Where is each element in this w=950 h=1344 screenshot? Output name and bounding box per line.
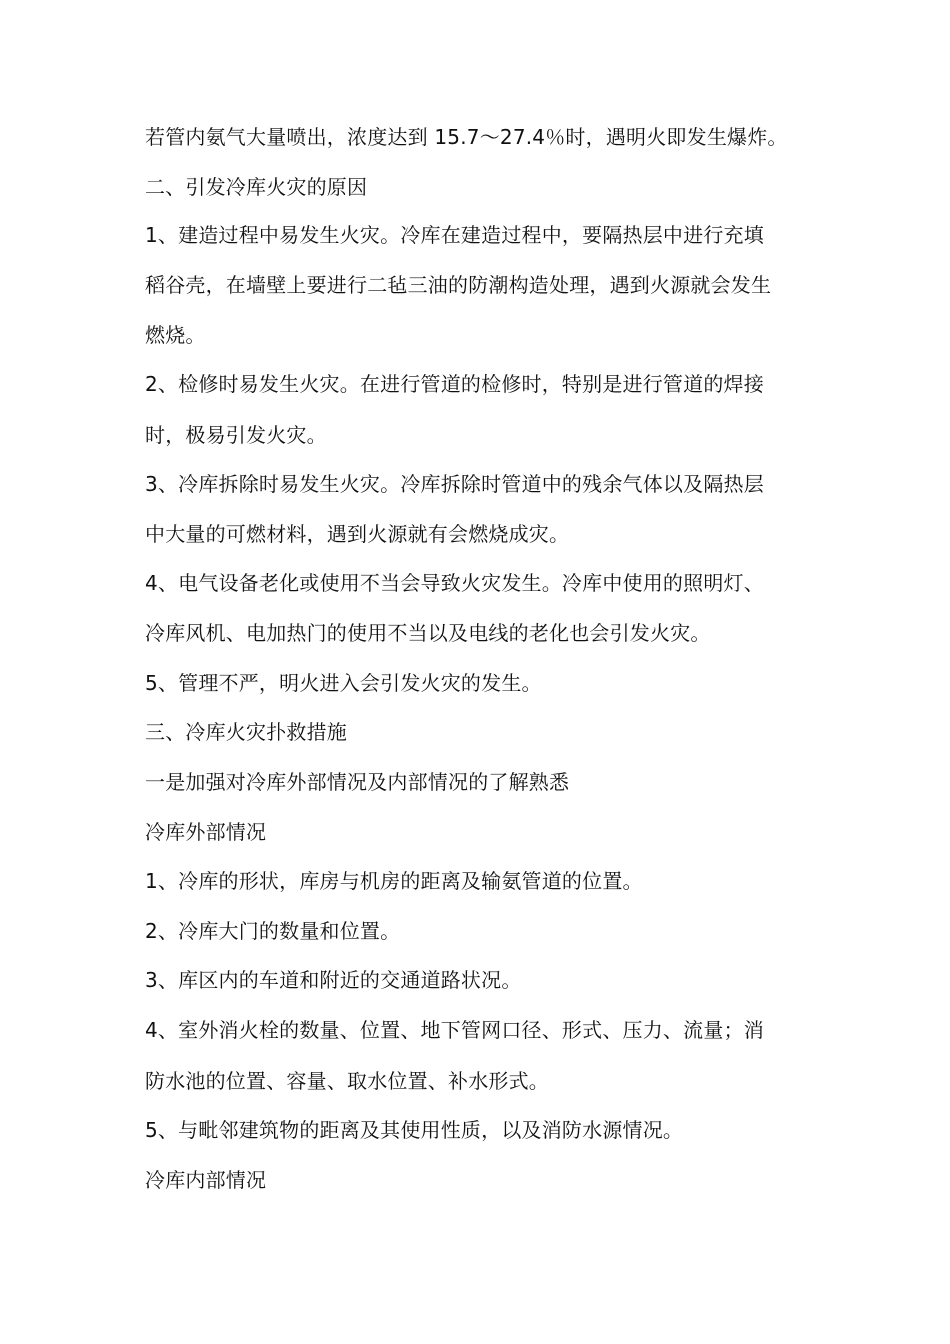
- paragraph-line: 3、冷库拆除时易发生火灾。冷库拆除时管道中的残余气体以及隔热层: [145, 472, 764, 496]
- paragraph-line: 4、室外消火栓的数量、位置、地下管网口径、形式、压力、流量；消: [145, 1018, 764, 1042]
- paragraph-line: 若管内氨气大量喷出，浓度达到 15.7～27.4％时，遇明火即发生爆炸。: [145, 125, 788, 149]
- paragraph-line: 冷库风机、电加热门的使用不当以及电线的老化也会引发火灾。: [145, 621, 711, 645]
- paragraph-line: 1、建造过程中易发生火灾。冷库在建造过程中，要隔热层中进行充填: [145, 223, 764, 247]
- paragraph-line: 2、冷库大门的数量和位置。: [145, 919, 401, 943]
- paragraph-line: 防水池的位置、容量、取水位置、补水形式。: [145, 1069, 549, 1093]
- paragraph-line: 时，极易引发火灾。: [145, 423, 327, 447]
- paragraph-line: 2、检修时易发生火灾。在进行管道的检修时，特别是进行管道的焊接: [145, 372, 764, 396]
- paragraph-line: 稻谷壳，在墙壁上要进行二毡三油的防潮构造处理，遇到火源就会发生: [145, 273, 772, 297]
- paragraph-line: 3、库区内的车道和附近的交通道路状况。: [145, 968, 522, 992]
- paragraph-line: 燃烧。: [145, 323, 206, 347]
- paragraph-line: 5、管理不严，明火进入会引发火灾的发生。: [145, 671, 542, 695]
- paragraph-line: 5、与毗邻建筑物的距离及其使用性质，以及消防水源情况。: [145, 1118, 684, 1142]
- paragraph-line: 1、冷库的形状，库房与机房的距离及输氨管道的位置。: [145, 869, 643, 893]
- paragraph-line: 4、电气设备老化或使用不当会导致火灾发生。冷库中使用的照明灯、: [145, 571, 764, 595]
- paragraph-line: 一是加强对冷库外部情况及内部情况的了解熟悉: [145, 770, 570, 794]
- subheading: 冷库外部情况: [145, 820, 267, 844]
- subheading: 冷库内部情况: [145, 1168, 267, 1192]
- paragraph-line: 中大量的可燃材料，遇到火源就有会燃烧成灾。: [145, 522, 570, 546]
- section-heading: 二、引发冷库火灾的原因: [145, 175, 368, 199]
- section-heading: 三、冷库火灾扑救措施: [145, 720, 347, 744]
